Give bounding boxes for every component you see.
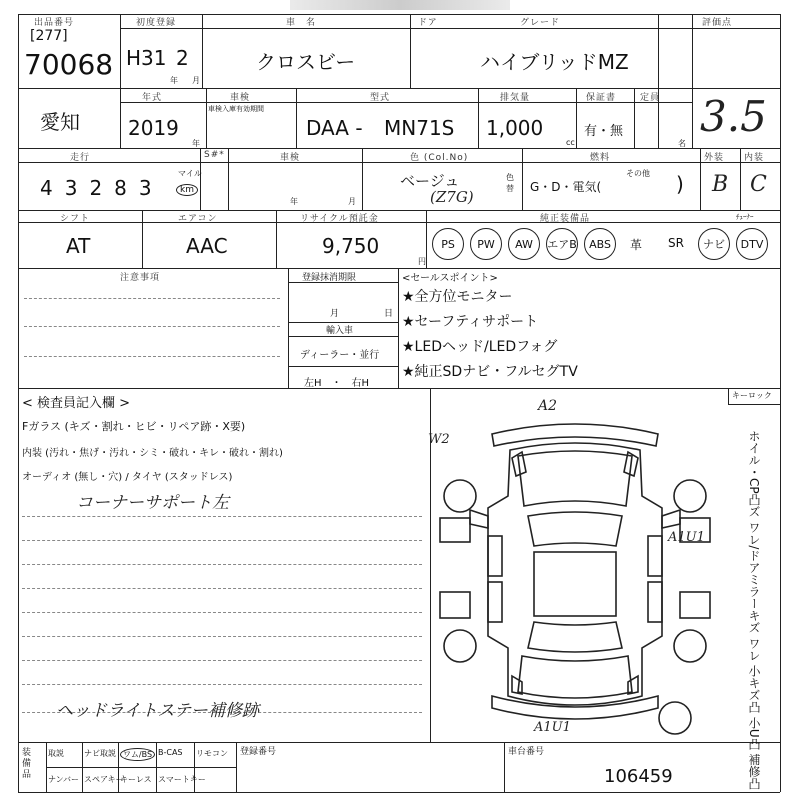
diagram-a1u1-right: A1U1 — [668, 530, 705, 545]
footer-item: ナビ取説 — [84, 749, 116, 758]
equip-8: DTV — [736, 228, 768, 260]
footer-item: スマートキー — [158, 775, 206, 784]
reg-no-label: 登録番号 — [240, 747, 277, 757]
color-label: 色 (Col.No) — [410, 153, 469, 163]
model-label: 型式 — [370, 93, 391, 103]
mile-sub: マイル — [178, 169, 202, 178]
grade-label: グレード — [520, 18, 561, 28]
inspection-hand1: コーナーサポート左 — [76, 493, 229, 513]
shaken-label: S#* — [204, 150, 225, 160]
color-sub: 色替 — [506, 173, 514, 193]
recycle: 9,750 — [322, 234, 380, 258]
fuel-paren: ) — [676, 172, 684, 196]
eval-label: 評価点 — [702, 18, 733, 28]
model-year: 2019 — [128, 116, 179, 140]
diagram-a1u1-bottom: A1U1 — [534, 720, 571, 735]
dealer: ディーラー・並行 — [300, 350, 380, 361]
shift-label: シフト — [60, 214, 91, 224]
yen-unit: 円 — [418, 257, 426, 266]
footer-item: 取説 — [48, 749, 64, 758]
lot-number: 70068 — [24, 48, 114, 81]
reg-month-unit: 月 — [330, 309, 340, 319]
reg-day-unit: 日 — [384, 309, 394, 319]
equip-2: AW — [508, 228, 540, 260]
equip-5: 革 — [630, 238, 643, 252]
keylock-label: キーロック — [732, 391, 772, 400]
inspection-hand2: ヘッドライトステー補修跡 — [56, 701, 259, 721]
ac: AAC — [186, 234, 228, 258]
eval-score: 3.5 — [700, 92, 767, 141]
capacity-label: 定員 — [640, 93, 661, 103]
diagram-a2: A2 — [538, 398, 558, 414]
model: MN71S — [384, 116, 455, 140]
lot-label: 出品番号 — [34, 18, 75, 28]
reg-label: 登録抹消期限 — [302, 273, 357, 283]
warranty: 有・無 — [584, 124, 624, 139]
footer-item: B-CAS — [158, 748, 183, 757]
sales-point: ★セーフティサポート — [402, 314, 539, 330]
ac-label: エアコン — [178, 214, 218, 224]
mileage: 43283 — [40, 176, 164, 200]
model-year-label: 年式 — [142, 93, 163, 103]
fuel: G・D・電気( — [530, 180, 602, 194]
int-label: 内装 — [744, 153, 765, 163]
int-grade: C — [750, 172, 767, 197]
cc-unit: cc — [566, 138, 575, 147]
displacement: 1,000 — [486, 116, 544, 140]
ext-grade: B — [712, 172, 729, 197]
door-label: ドア — [418, 18, 438, 28]
footer-item: スペアキー — [84, 775, 124, 784]
ship-label: 車検 — [230, 93, 251, 103]
inspection-line1: Fガラス (キズ・割れ・ヒビ・リペア跡・X要) — [22, 420, 246, 433]
import-label: 輸入車 — [326, 326, 354, 336]
equip-label: 純正装備品 — [540, 214, 591, 224]
car-check-month-unit: 月 — [348, 197, 356, 206]
model-year-unit: 年 — [192, 139, 200, 148]
footer-item: ナンバー — [48, 775, 80, 784]
model-prefix: DAA - — [306, 116, 363, 140]
caution-label: 注意事項 — [120, 273, 161, 283]
tuner-label: ﾁｭｰﾅｰ — [736, 213, 754, 221]
equip-3: エアB — [546, 228, 578, 260]
inspection-line2: 内装 (汚れ・焦げ・汚れ・シミ・破れ・キレ・破れ・割れ) — [22, 448, 283, 459]
fuel-other: その他 — [626, 169, 650, 178]
grade: ハイブリッドMZ — [480, 50, 629, 74]
shift: AT — [66, 234, 91, 258]
ext-label: 外装 — [704, 153, 725, 163]
area: 愛知 — [40, 110, 80, 134]
lot-sub: [277] — [30, 28, 68, 44]
car-name-label: 車 名 — [286, 18, 317, 28]
fuel-label: 燃料 — [590, 153, 611, 163]
car-name: クロスビー — [256, 50, 356, 74]
chassis-number: 106459 — [604, 766, 673, 787]
footer-item: ワム/BS — [120, 748, 155, 761]
ship-sub: 車検入庫有効期間 — [208, 105, 264, 113]
chassis-label: 車台番号 — [508, 747, 545, 757]
color-code: (Z7G) — [430, 188, 474, 206]
sales-label: <セールスポイント> — [402, 273, 498, 284]
inspection-line3: オーディオ (無し・穴) / タイヤ (スタッドレス) — [22, 472, 233, 483]
equip-0: PS — [432, 228, 464, 260]
first-reg-label: 初度登録 — [136, 18, 177, 28]
first-reg-era: H31 — [126, 46, 167, 70]
first-reg-month: 2 — [176, 46, 189, 70]
diagram-side-text: ホイル・CP凸ズ ワレ/ドアミラーキズ ワレ 小キズ凸 小U凸 補修凸 — [747, 430, 761, 790]
sales-point: ★純正SDナビ・フルセグTV — [402, 364, 578, 380]
warranty-label: 保証書 — [586, 93, 617, 103]
footer-item: キーレス — [120, 775, 152, 784]
header-title-blur — [290, 0, 510, 10]
equip-6: SR — [668, 236, 684, 250]
equip-1: PW — [470, 228, 502, 260]
std-label: 装備品 — [22, 748, 32, 780]
diagram-w2: W2 — [428, 432, 450, 447]
lr: 左H ・ 右H — [304, 378, 370, 389]
month-unit: 月 — [192, 76, 200, 85]
car-check-label: 車検 — [280, 153, 301, 163]
year-unit: 年 — [170, 76, 178, 85]
recycle-label: リサイクル預託金 — [300, 214, 379, 224]
color: ベージュ — [400, 172, 460, 190]
equip-4: ABS — [584, 228, 616, 260]
footer-item: リモコン — [196, 749, 228, 758]
car-damage-diagram — [430, 396, 720, 742]
equip-7: ナビ — [698, 228, 730, 260]
sales-point: ★全方位モニター — [402, 289, 513, 305]
inspection-title: < 検査員記入欄 > — [22, 396, 131, 411]
sales-point: ★LEDヘッド/LEDフォグ — [402, 339, 558, 355]
mileage-label: 走行 — [70, 153, 91, 163]
car-check-year-unit: 年 — [290, 197, 298, 206]
displacement-label: 排気量 — [500, 93, 531, 103]
capacity-unit: 名 — [678, 139, 686, 148]
km-unit: km — [176, 184, 198, 196]
